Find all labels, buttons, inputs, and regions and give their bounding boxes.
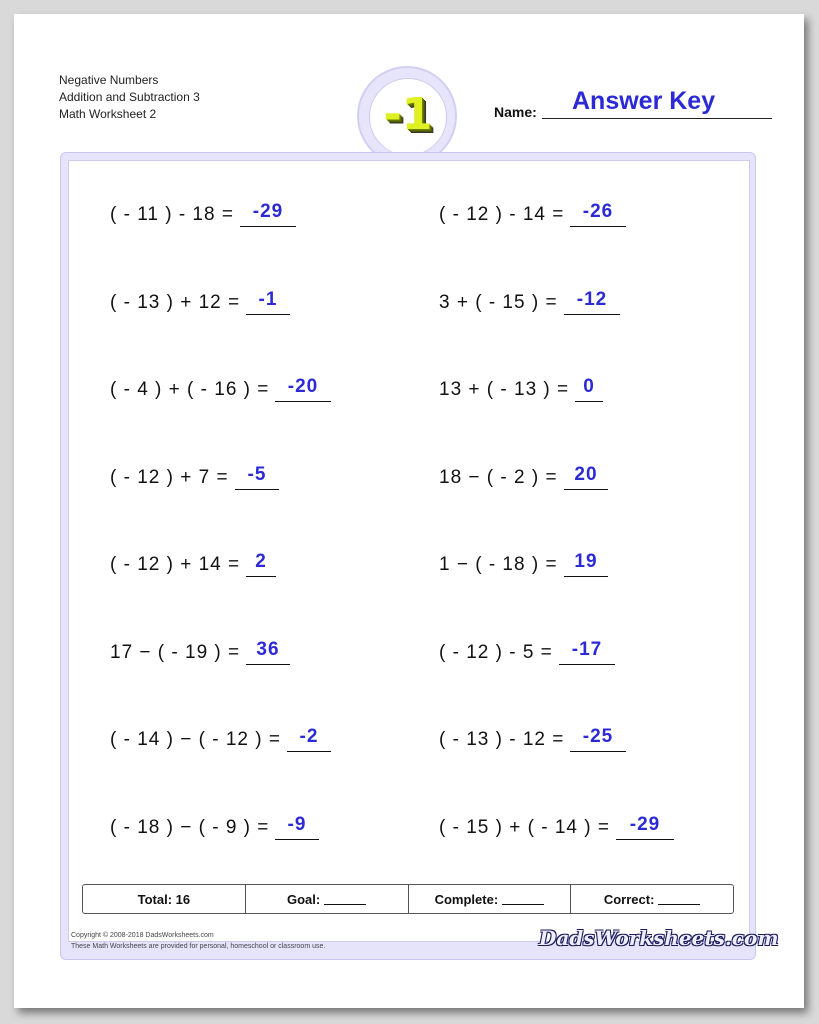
problem-expression: ( - 12 ) + 7 = <box>110 466 229 488</box>
title-line-2: Addition and Subtraction 3 <box>59 90 200 104</box>
problem-answer: -29 <box>240 200 296 227</box>
name-label: Name: <box>494 104 537 120</box>
problem-answer: -12 <box>564 288 620 315</box>
problem-expression: ( - 12 ) - 5 = <box>439 641 553 663</box>
problem-answer: 2 <box>246 550 276 577</box>
problem-expression: ( - 18 ) − ( - 9 ) = <box>110 816 270 838</box>
problem-expression: ( - 4 ) + ( - 16 ) = <box>110 379 270 400</box>
goal-blank <box>324 894 366 905</box>
score-table <box>82 884 734 914</box>
answer-key-label: Answer Key <box>572 87 716 115</box>
problem-expression: 1 − ( - 18 ) = <box>439 554 558 575</box>
logo-glyph: -1 <box>383 89 433 140</box>
name-line <box>542 118 772 119</box>
problem-answer: 20 <box>564 463 608 490</box>
problem-expression: ( - 12 ) + 14 = <box>110 554 241 575</box>
problem-answer: -29 <box>616 813 674 840</box>
negative-one-logo <box>357 66 457 166</box>
copyright-line-2: These Math Worksheets are provided for personal, homeschool or classroom use. <box>71 943 326 950</box>
title-line-1: Negative Numbers <box>59 73 159 87</box>
worksheet-title <box>59 72 200 123</box>
problem-answer: -5 <box>235 463 279 490</box>
problem-expression: ( - 13 ) + 12 = <box>110 291 241 313</box>
problem-expression: 13 + ( - 13 ) = <box>439 379 570 400</box>
problem-expression: ( - 14 ) − ( - 12 ) = <box>110 729 281 750</box>
copyright-line-1: Copyright © 2008-2018 DadsWorksheets.com <box>71 932 214 939</box>
problem-answer: -26 <box>570 200 626 227</box>
problem-answer: 0 <box>575 375 603 402</box>
problem-answer: -25 <box>570 725 626 752</box>
correct-label: Correct: <box>603 891 655 907</box>
problem-expression: 3 + ( - 15 ) = <box>439 291 558 313</box>
problem-expression: 18 − ( - 2 ) = <box>439 466 558 488</box>
problem-expression: ( - 11 ) - 18 = <box>110 204 234 225</box>
goal-label: Goal: <box>287 891 321 907</box>
problem-expression: 17 − ( - 19 ) = <box>110 641 241 663</box>
total-cell <box>83 885 246 913</box>
problem-answer: 19 <box>564 550 608 577</box>
complete-cell <box>409 885 572 913</box>
problem-answer: -9 <box>275 813 319 840</box>
problem-answer: -1 <box>246 288 290 315</box>
logo-inner-circle <box>369 78 447 156</box>
problem-answer: -20 <box>275 375 331 402</box>
title-line-3: Math Worksheet 2 <box>59 107 157 121</box>
complete-blank <box>502 894 544 905</box>
problem-expression: ( - 12 ) - 14 = <box>439 204 565 225</box>
problem-expression: ( - 15 ) + ( - 14 ) = <box>439 816 610 838</box>
complete-label: Complete: <box>434 891 499 907</box>
problem-answer: 36 <box>246 638 290 665</box>
problem-answer: -17 <box>559 638 615 665</box>
brand-logo: DadsWorksheets.com <box>539 926 779 950</box>
problem-answer: -2 <box>287 725 331 752</box>
correct-blank <box>658 894 700 905</box>
goal-cell <box>246 885 409 913</box>
copyright-notice <box>71 930 325 952</box>
correct-cell <box>571 885 733 913</box>
problem-expression: ( - 13 ) - 12 = <box>439 729 565 750</box>
worksheet-page <box>14 14 804 1008</box>
total-label: Total: 16 <box>137 891 191 907</box>
